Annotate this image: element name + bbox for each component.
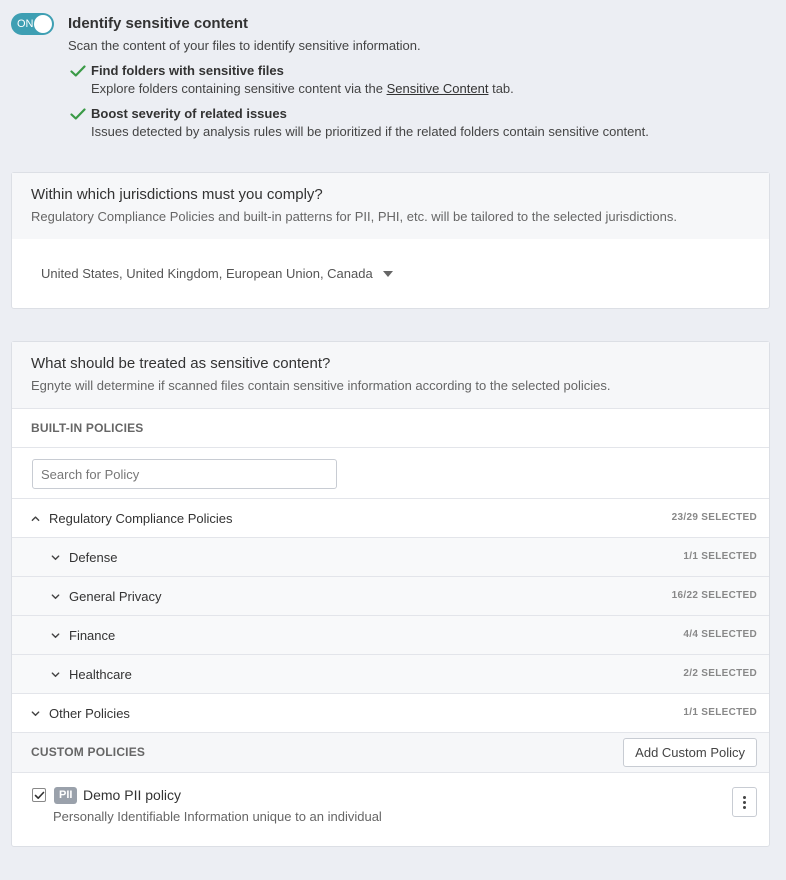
more-options-icon[interactable] (732, 787, 757, 817)
custom-policies-label: CUSTOM POLICIES (31, 745, 146, 759)
jurisdictions-dropdown[interactable] (41, 266, 393, 281)
feature-title: Find folders with sensitive files (91, 63, 284, 78)
checkmark-icon (34, 790, 45, 801)
policy-row-regulatory[interactable] (12, 498, 769, 537)
jurisdictions-title: Within which jurisdictions must you comply? (31, 186, 323, 203)
builtin-policies-header (12, 408, 769, 447)
toggle-on-label: ON (17, 18, 34, 30)
policy-checkbox[interactable] (32, 788, 46, 802)
policy-row-healthcare[interactable] (12, 654, 769, 693)
jurisdictions-card (11, 172, 770, 309)
feature-title: Boost severity of related issues (91, 106, 287, 121)
builtin-policies-label: BUILT-IN POLICIES (31, 421, 144, 435)
chevron-down-icon (51, 631, 60, 640)
policy-label: Regulatory Compliance Policies (49, 510, 233, 526)
policy-label: Defense (69, 549, 118, 565)
policy-row-finance[interactable] (12, 615, 769, 654)
chevron-down-icon (31, 709, 40, 718)
policy-row-other[interactable] (12, 693, 769, 732)
selected-count: 1/1 SELECTED (683, 707, 757, 718)
sensitive-header (12, 342, 769, 408)
policy-label: Finance (69, 627, 116, 643)
search-row (12, 447, 769, 498)
policy-search-input[interactable] (32, 459, 337, 489)
chevron-down-icon (51, 592, 60, 601)
selected-count: 1/1 SELECTED (683, 551, 757, 562)
check-icon (70, 107, 86, 121)
intro-title: Identify sensitive content (68, 15, 249, 32)
custom-policy-description: Personally Identifiable Information unique to an individual (53, 809, 382, 824)
feature-description: Explore folders containing sensitive content via the Sensitive Content tab. (91, 81, 514, 96)
chevron-up-icon (31, 514, 40, 523)
custom-policies-header (12, 732, 769, 772)
pii-badge: PII (54, 787, 77, 804)
chevron-down-icon (51, 553, 60, 562)
jurisdictions-header (12, 173, 769, 239)
jurisdictions-value: United States, United Kingdom, European Union, Canada (41, 266, 373, 281)
intro-description: Scan the content of your files to identify sensitive information. (68, 38, 421, 53)
add-custom-policy-button[interactable]: Add Custom Policy (623, 738, 757, 767)
sensitive-title: What should be treated as sensitive content? (31, 355, 331, 372)
sensitive-content-card (11, 341, 770, 847)
feature-description: Issues detected by analysis rules will be prioritized if the related folders contain sensitive content. (91, 124, 649, 139)
custom-policy-item (12, 772, 769, 846)
chevron-down-icon (51, 670, 60, 679)
sensitive-content-link[interactable]: Sensitive Content (386, 81, 489, 96)
policy-label: General Privacy (69, 588, 162, 604)
selected-count: 16/22 SELECTED (671, 590, 757, 601)
caret-down-icon (383, 271, 393, 277)
selected-count: 4/4 SELECTED (683, 629, 757, 640)
identify-sensitive-toggle[interactable] (11, 13, 54, 35)
policy-row-defense[interactable] (12, 537, 769, 576)
sensitive-subtitle: Egnyte will determine if scanned files contain sensitive information according to the selected policies. (31, 378, 611, 393)
jurisdictions-subtitle: Regulatory Compliance Policies and built-in patterns for PII, PHI, etc. will be tailored to the selected jurisdictions. (31, 209, 677, 224)
policy-row-general-privacy[interactable] (12, 576, 769, 615)
selected-count: 23/29 SELECTED (671, 512, 757, 523)
check-icon (70, 64, 86, 78)
selected-count: 2/2 SELECTED (683, 668, 757, 679)
toggle-knob (34, 15, 52, 33)
policy-label: Other Policies (49, 705, 130, 721)
custom-policy-title: Demo PII policy (83, 787, 182, 803)
policy-label: Healthcare (69, 666, 132, 682)
